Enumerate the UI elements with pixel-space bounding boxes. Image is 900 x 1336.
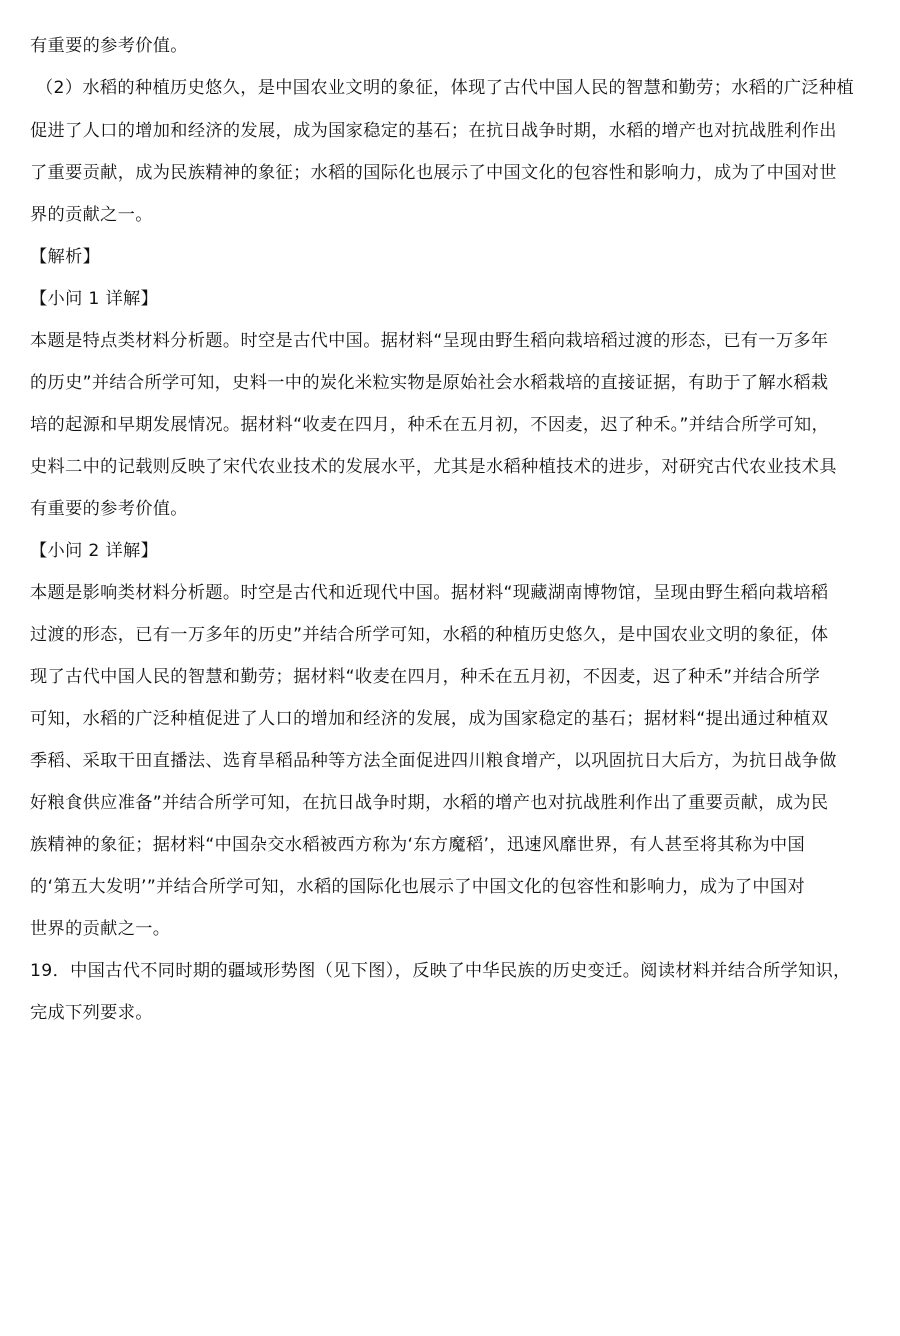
text-line: 世界的贡献之一。 [30,919,171,939]
text-line: 现了古代中国人民的智慧和勤劳；据材料“收麦在四月，种禾在五月初，不因麦，迟了种禾”并结合所学 [30,667,821,687]
text-line: 季稻、采取干田直播法、选育旱稻品种等方法全面促进四川粮食增产，以巩固抗日大后方，为抗日战争做 [30,751,837,771]
text-line: （2）水稻的种植历史悠久，是中国农业文明的象征，体现了古代中国人民的智慧和勤劳；水稻的广泛种植 [36,78,855,98]
text-line: 有重要的参考价值。 [30,36,188,56]
text-line: 的‘第五大发明’”并结合所学可知，水稻的国际化也展示了中国文化的包容性和影响力，成为了中国对 [30,877,805,897]
text-line: 可知，水稻的广泛种植促进了人口的增加和经济的发展，成为国家稳定的基石；据材料“提出通过种植双 [30,709,829,729]
text-line: 有重要的参考价值。 [30,499,188,519]
text-line: 史料二中的记载则反映了宋代农业技术的发展水平，尤其是水稻种植技术的进步，对研究古代农业技术具 [30,457,837,477]
text-line: 好粮食供应准备”并结合所学可知，在抗日战争时期，水稻的增产也对抗战胜利作出了重要贡献，成为民 [30,793,829,813]
text-line: 本题是特点类材料分析题。时空是古代中国。据材料“呈现由野生稻向栽培稻过渡的形态，已有一万多年 [30,331,829,351]
text-line: 了重要贡献，成为民族精神的象征；水稻的国际化也展示了中国文化的包容性和影响力，成为了中国对世 [30,163,837,183]
question-text: 19．中国古代不同时期的疆域形势图（见下图），反映了中华民族的历史变迁。阅读材料并结合所学知识， [30,961,851,981]
text-line: 本题是影响类材料分析题。时空是古代和近现代中国。据材料“现藏湖南博物馆，呈现由野生稻向栽培稻 [30,583,829,603]
question-text: 完成下列要求。 [30,1003,153,1023]
section-heading: 【小问 2 详解】 [30,541,159,561]
text-line: 促进了人口的增加和经济的发展，成为国家稳定的基石；在抗日战争时期，水稻的增产也对抗战胜利作出 [30,121,837,141]
text-line: 过渡的形态，已有一万多年的历史”并结合所学可知，水稻的种植历史悠久，是中国农业文明的象征，体 [30,625,829,645]
section-heading: 【解析】 [30,247,101,267]
text-line: 的历史”并结合所学可知，史料一中的炭化米粒实物是原始社会水稻栽培的直接证据，有助于了解水稻栽 [30,373,829,393]
text-line: 培的起源和早期发展情况。据材料“收麦在四月，种禾在五月初，不因麦，迟了种禾。”并结合所学可知， [30,415,830,435]
text-line: 界的贡献之一。 [30,205,153,225]
section-heading: 【小问 1 详解】 [30,289,159,309]
text-line: 族精神的象征；据材料“中国杂交水稻被西方称为‘东方魔稻’，迅速风靡世界，有人甚至将其称为中国 [30,835,805,855]
